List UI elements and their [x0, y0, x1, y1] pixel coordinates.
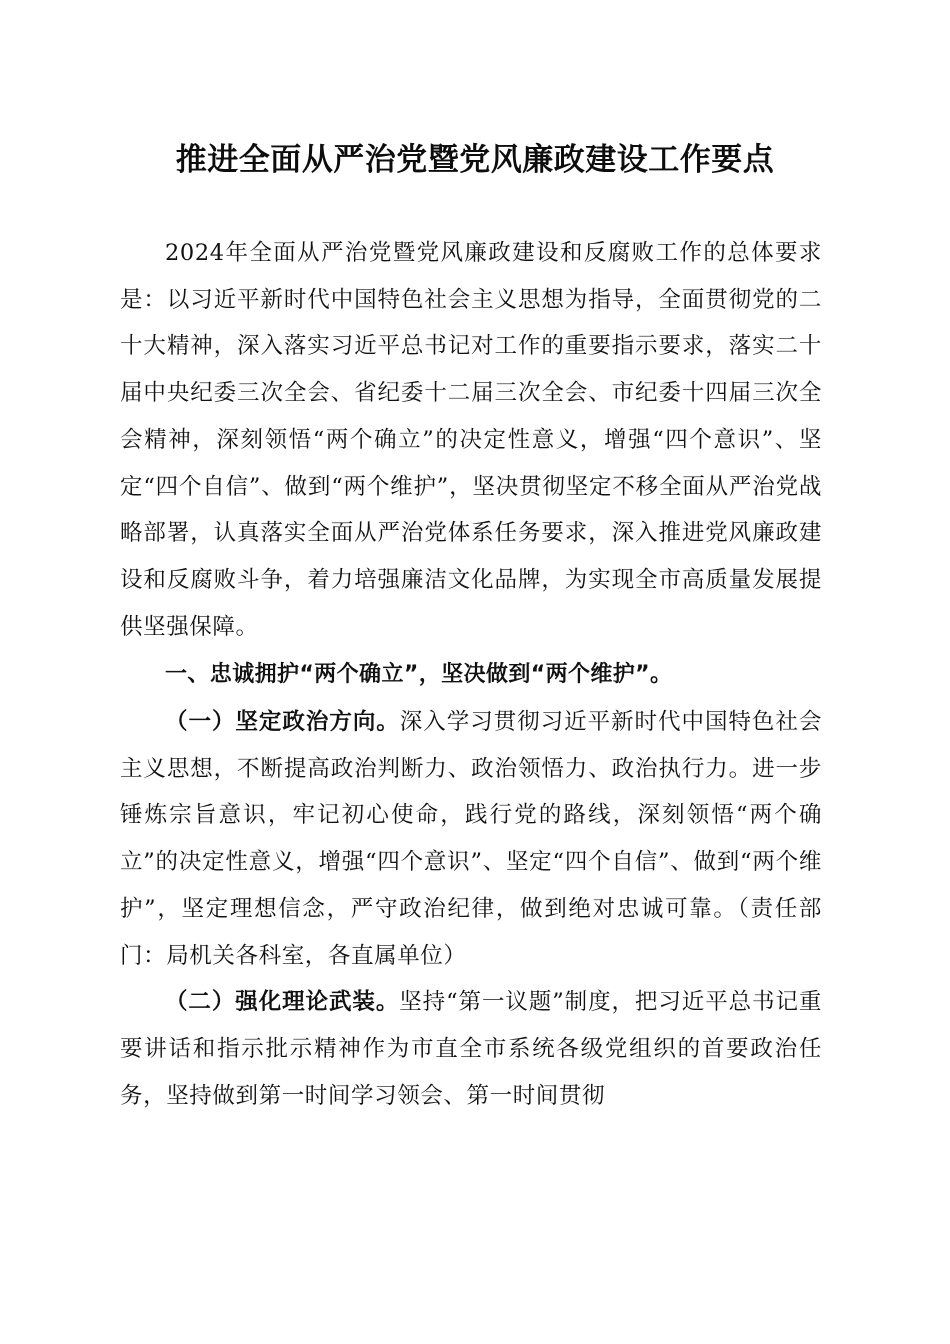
item-title-1: （一）坚定政治方向。 — [165, 709, 400, 736]
document-body — [120, 230, 822, 1119]
item-title-2: （二）强化理论武装。 — [165, 989, 400, 1016]
item-paragraph-2 — [120, 979, 822, 1119]
document-title: 推进全面从严治党暨党风廉政建设工作要点 — [175, 142, 775, 178]
item-text-1: 深入学习贯彻习近平新时代中国特色社会主义思想，不断提高政治判断力、政治领悟力、政治执行力。进一步锤炼宗旨意识，牢记初心使命，践行党的路线，深刻领悟“两个确立”的决定性意义，增强“四个意识”、坚定“四个自信”、做到“两个维护”，坚定理想信念，严守政治纪律，做到绝对忠诚可靠。（责任部门：局机关各科室，各直属单位） — [120, 709, 822, 969]
item-text-2: 坚持“第一议题”制度，把习近平总书记重要讲话和指示批示精神作为市直全市系统各级党组织的首要政治任务，坚持做到第一时间学习领会、第一时间贯彻 — [120, 989, 822, 1109]
intro-paragraph: 2024年全面从严治党暨党风廉政建设和反腐败工作的总体要求是：以习近平新时代中国特色社会主义思想为指导，全面贯彻党的二十大精神，深入落实习近平总书记对工作的重要指示要求，落实二十届中央纪委三次全会、省纪委十二届三次全会、市纪委十四届三次全会精神，深刻领悟“两个确立”的决定性意义，增强“四个意识”、坚定“四个自信”、做到“两个维护”，坚决贯彻坚定不移全面从严治党战略部署，认真落实全面从严治党体系任务要求，深入推进党风廉政建设和反腐败斗争，着力培强廉洁文化品牌，为实现全市高质量发展提供坚强保障。 — [120, 240, 822, 640]
section-heading-1: 一、忠诚拥护“两个确立”，坚决做到“两个维护”。 — [165, 662, 673, 688]
item-paragraph-1 — [120, 699, 822, 979]
